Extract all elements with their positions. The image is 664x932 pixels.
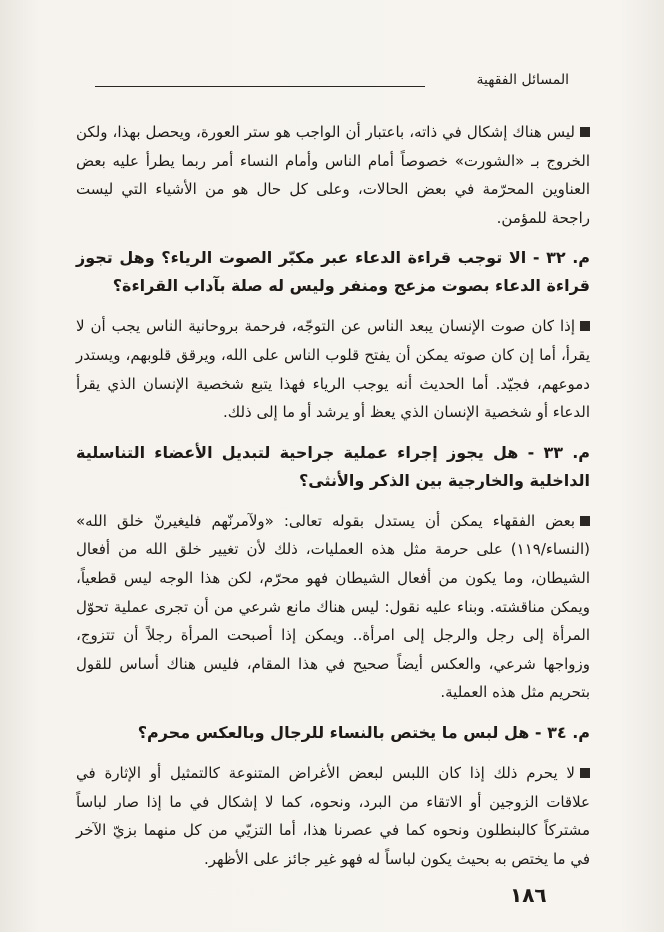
square-bullet-icon: [580, 127, 590, 137]
answer-text: إذا كان صوت الإنسان يبعد الناس عن التوجّه، فرحمة بروحانية الناس يجب أن لا يقرأ، أما إن كان صوته يمكن أن يفتح قلوب الناس على الله، ويرقق قلوبهم، ويستدر دموعهم، فجيّد. أما الحديث أنه يوجب الرياء فهذا يتبع شخصية الإنسان الذي يقرأ الدعاء أو شخصية الإنسان الذي يعظ أو يرشد أو ما إلى ذلك.: [76, 317, 590, 422]
header-rule: [95, 86, 425, 87]
square-bullet-icon: [580, 516, 590, 526]
answer-text: بعض الفقهاء يمكن أن يستدل بقوله تعالى: «ولآمرنّهم فليغيرنّ خلق الله» (النساء/١١٩) على حرمة مثل هذه العمليات، ذلك لأن تغيير خلق الله من أفعال الشيطان، وما يكون من أفعال الشيطان فهو محرّم، لكن هذا الوجه ليس قطعياً، ويمكن مناقشته. وبناء عليه نقول: ليس هناك مانع شرعي من أن تجرى عملية تحوّل المرأة إلى رجل والرجل إلى امرأة.. ويمكن إذا أصبحت المرأة رجلاً أن تتزوج، وزواجها شرعي، والعكس أيضاً صحيح في هذا المقام، فليس هناك أساس للقول بتحريم مثل هذه العملية.: [76, 511, 590, 702]
question-heading: م. ٣٢ - الا توجب قراءة الدعاء عبر مكبّر الصوت الرياء؟ وهل تجوز قراءة الدعاء بصوت مزعج ومنفر وليس له صلة بآداب القراءة؟: [76, 248, 590, 296]
page-number: ١٨٦: [510, 883, 547, 907]
running-title: المسائل الفقهية: [476, 72, 569, 88]
answer-text: لا يحرم ذلك إذا كان اللبس لبعض الأغراض المتنوعة كالتمثيل أو الإثارة في علاقات الزوجين أو الاتقاء من البرد، ونحوه، كما لا إشكال في ما إذا صار لباساً مشتركاً كالبنطلون ونحوه كما في عصرنا هذا، أما التزيّي من كل منهما بزيّ الآخر في ما يختص به بحيث يكون لباساً له فهو غير جائز على الأظهر.: [76, 763, 590, 868]
answer-paragraph: [76, 507, 590, 707]
question-heading: م. ٣٣ - هل يجوز إجراء عملية جراحية لتبديل الأعضاء التناسلية الداخلية والخارجية بين الذكر والأنثى؟: [76, 442, 591, 490]
page-body: [76, 118, 590, 885]
question-heading: م. ٣٤ - هل لبس ما يختص بالنساء للرجال وبالعكس محرم؟: [137, 722, 590, 742]
answer-paragraph: [76, 118, 590, 232]
answer-text: ليس هناك إشكال في ذاته، باعتبار أن الواجب هو ستر العورة، ويحصل بهذا، ولكن الخروج بـ «الشورت» خصوصاً أمام الناس وأمام النساء أمر ربما يطرأ عليه بعض العناوين المحرّمة في بعض الحالات، وعلى كل حال هو من الأشياء التي ليست راجحة للمؤمن.: [76, 123, 590, 227]
square-bullet-icon: [580, 321, 590, 331]
answer-paragraph: [76, 312, 590, 426]
answer-paragraph: [76, 759, 590, 873]
square-bullet-icon: [580, 768, 590, 778]
